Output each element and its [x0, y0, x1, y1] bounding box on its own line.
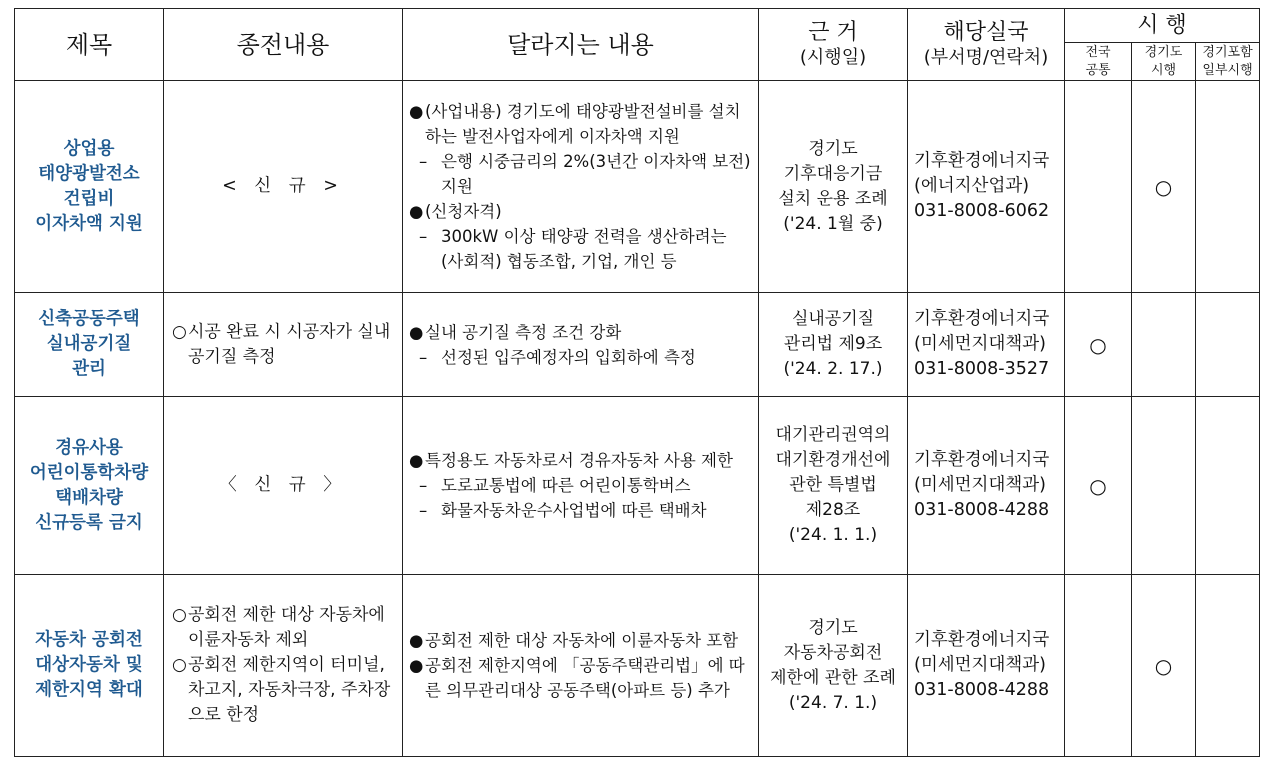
impl-national-cell: [1065, 81, 1132, 293]
row-title-line: 건립비: [63, 188, 115, 209]
header-impl-national-1: 전국: [1085, 44, 1111, 60]
row-basis-cell: [759, 575, 908, 757]
row-previous-cell: [164, 293, 403, 397]
row-title-line: 대상자동차 및: [35, 655, 143, 675]
new-item-label: 〈 신 규 〉: [219, 475, 347, 495]
header-impl-gyeonggi-1: 경기도: [1144, 44, 1183, 60]
basis-line: 대기관리권역의: [775, 425, 891, 445]
previous-item-text: 시공 완료 시 시공자가 실내공기질 측정: [188, 321, 391, 367]
header-basis-sub: (시행일): [799, 46, 867, 68]
basis-line: 자동차공회전: [783, 642, 883, 663]
dash-bullet-icon: –: [419, 227, 428, 246]
dot-bullet-icon: ●: [409, 631, 424, 650]
dept-line: 기후환경에너지국: [914, 450, 1050, 470]
header-impl: 시 행: [1065, 9, 1260, 43]
dept-line: 기후환경에너지국: [914, 309, 1050, 329]
change-subitem: [409, 473, 752, 498]
circle-mark-icon: ○: [1154, 653, 1173, 678]
previous-item-text: 공회전 제한 대상 자동차에 이륜자동차 제외: [188, 605, 385, 650]
change-subitem-text: 은행 시중금리의 2%(3년간 이자차액 보전) 지원: [441, 152, 751, 196]
header-dept: [908, 9, 1065, 81]
row-title-line: 태양광발전소: [38, 163, 140, 184]
basis-line: 경기도: [808, 138, 858, 159]
header-previous: 종전내용: [164, 9, 403, 81]
change-subitem-text: 도로교통법에 따른 어린이통학버스: [441, 476, 691, 495]
change-subitem-text: 화물자동차운수사업법에 따른 택배차: [441, 501, 707, 520]
change-subitem-text: 300kW 이상 태양광 전력을 생산하려는 (사회적) 협동조합, 기업, 개인 등: [441, 227, 727, 271]
row-changes-cell: [403, 575, 759, 757]
basis-line: 실내공기질: [791, 309, 875, 329]
header-title: 제목: [15, 9, 164, 81]
impl-partial-cell: [1196, 575, 1260, 757]
impl-partial-cell: [1196, 81, 1260, 293]
table-row: [15, 293, 1260, 397]
dept-line: 기후환경에너지국: [914, 151, 1050, 171]
basis-line: 제28조: [805, 500, 861, 520]
change-subitem: [409, 345, 752, 370]
basis-line: 대기환경개선에: [775, 450, 891, 470]
header-dept-sub: (부서명/연락처): [923, 46, 1049, 68]
circle-mark-icon: ○: [1089, 473, 1107, 498]
basis-line: 경기도: [808, 617, 858, 638]
header-impl-gyeonggi: [1132, 43, 1196, 81]
row-title-line: 어린이통학차량: [29, 462, 149, 483]
basis-line: ('24. 2. 17.): [783, 359, 883, 379]
row-title-line: 상업용: [63, 138, 115, 159]
row-changes-cell: [403, 397, 759, 575]
header-impl-partial-1: 경기포함: [1202, 44, 1253, 60]
change-subitem: [409, 224, 752, 274]
impl-gyeonggi-cell: [1132, 397, 1196, 575]
table-body: [15, 81, 1260, 757]
change-item: [409, 448, 752, 473]
dash-bullet-icon: –: [419, 347, 428, 367]
impl-national-cell: [1065, 293, 1132, 397]
row-title-line: 실내공기질: [46, 334, 132, 354]
change-item-text: 실내 공기질 측정 조건 강화: [425, 322, 622, 342]
row-basis-cell: [759, 293, 908, 397]
row-dept-cell: [908, 81, 1065, 293]
impl-partial-cell: [1196, 293, 1260, 397]
circle-bullet-icon: ○: [172, 655, 187, 675]
row-title-line: 자동차 공회전: [35, 630, 143, 650]
impl-gyeonggi-cell: [1132, 575, 1196, 757]
previous-item-text: 공회전 제한지역이 터미널, 차고지, 자동차극장, 주차장 으로 한정: [188, 655, 391, 725]
header-impl-gyeonggi-2: 시행: [1150, 62, 1177, 78]
circle-mark-icon: ○: [1089, 332, 1107, 357]
impl-gyeonggi-cell: [1132, 81, 1196, 293]
header-changes: 달라지는 내용: [403, 9, 759, 81]
dept-line: 031-8008-4288: [914, 680, 1050, 700]
change-subitem: [409, 498, 752, 523]
table-row: [15, 397, 1260, 575]
circle-mark-icon: ○: [1154, 174, 1173, 199]
impl-national-cell: [1065, 397, 1132, 575]
dept-line: 기후환경에너지국: [914, 630, 1050, 650]
row-title-cell: [15, 575, 164, 757]
row-title-cell: [15, 81, 164, 293]
row-title-line: 경유사용: [55, 437, 123, 458]
change-subitem-text: 선정된 입주예정자의 입회하에 측정: [441, 347, 696, 367]
impl-partial-cell: [1196, 397, 1260, 575]
basis-line: ('24. 1. 1.): [788, 525, 878, 545]
change-item-text: (신청자격): [425, 202, 502, 221]
dept-line: (미세먼지대책과): [914, 655, 1046, 675]
row-title-line: 제한지역 확대: [35, 680, 143, 700]
dept-line: 031-8008-4288: [914, 500, 1050, 520]
row-dept-cell: [908, 397, 1065, 575]
table-row: [15, 81, 1260, 293]
row-title-line: 신축공동주택: [38, 309, 140, 329]
row-basis-cell: [759, 397, 908, 575]
dept-line: 031-8008-6062: [914, 201, 1050, 221]
header-basis-main: 근 거: [808, 19, 858, 45]
header-impl-partial: [1196, 43, 1260, 81]
dept-line: (미세먼지대책과): [914, 334, 1046, 354]
dot-bullet-icon: ●: [409, 102, 424, 121]
change-item-text: 공회전 제한 대상 자동차에 이륜자동차 포함: [425, 631, 739, 650]
basis-line: 관리법 제9조: [783, 334, 883, 354]
row-basis-cell: [759, 81, 908, 293]
header-basis: [759, 9, 908, 81]
previous-item: [172, 603, 396, 653]
header-impl-national: [1065, 43, 1132, 81]
dot-bullet-icon: ●: [409, 322, 424, 342]
row-dept-cell: [908, 293, 1065, 397]
change-item: [409, 653, 752, 703]
dash-bullet-icon: –: [419, 152, 428, 171]
basis-line: 제한에 관한 조례: [770, 667, 896, 688]
previous-item: [172, 653, 396, 728]
row-dept-cell: [908, 575, 1065, 757]
header-dept-main: 해당실국: [943, 19, 1029, 45]
change-item-text: 공회전 제한지역에 「공동주택관리법」에 따른 의무관리대상 공동주택(아파트 등) 추가: [425, 656, 745, 700]
dept-line: 031-8008-3527: [914, 359, 1050, 379]
circle-bullet-icon: ○: [172, 321, 187, 342]
change-item: [409, 628, 752, 653]
row-title-cell: [15, 397, 164, 575]
previous-item: [172, 320, 396, 370]
dot-bullet-icon: ●: [409, 451, 424, 470]
basis-line: ('24. 1월 중): [783, 213, 883, 234]
regulation-changes-table: [14, 8, 1260, 757]
basis-line: ('24. 7. 1.): [788, 692, 878, 713]
row-previous-cell: [164, 81, 403, 293]
change-item: [409, 320, 752, 345]
row-title-line: 택배차량: [55, 487, 123, 508]
dept-line: (미세먼지대책과): [914, 475, 1046, 495]
new-item-label: < 신 규 >: [222, 176, 344, 196]
row-title-cell: [15, 293, 164, 397]
circle-bullet-icon: ○: [172, 605, 187, 625]
table-row: [15, 575, 1260, 757]
basis-line: 기후대응기금: [783, 163, 883, 184]
dot-bullet-icon: ●: [409, 202, 424, 221]
header-impl-partial-2: 일부시행: [1202, 62, 1253, 78]
row-changes-cell: [403, 293, 759, 397]
row-title-line: 관리: [72, 359, 106, 379]
dept-line: (에너지산업과): [914, 176, 1030, 196]
header-impl-national-2: 공통: [1085, 62, 1111, 78]
row-title-line: 신규등록 금지: [35, 512, 143, 533]
dash-bullet-icon: –: [419, 501, 428, 520]
dot-bullet-icon: ●: [409, 656, 424, 675]
row-changes-cell: [403, 81, 759, 293]
basis-line: 설치 운용 조례: [778, 188, 888, 209]
change-item: [409, 99, 752, 149]
impl-national-cell: [1065, 575, 1132, 757]
row-title-line: 이자차액 지원: [35, 213, 143, 234]
impl-gyeonggi-cell: [1132, 293, 1196, 397]
change-item: [409, 199, 752, 224]
basis-line: 관한 특별법: [789, 475, 877, 495]
change-item-text: 특정용도 자동차로서 경유자동차 사용 제한: [425, 451, 733, 470]
change-subitem: [409, 149, 752, 199]
row-previous-cell: [164, 575, 403, 757]
change-item-text: (사업내용) 경기도에 태양광발전설비를 설치하는 발전사업자에게 이자차액 지원: [425, 102, 741, 146]
row-previous-cell: [164, 397, 403, 575]
dash-bullet-icon: –: [419, 476, 428, 495]
